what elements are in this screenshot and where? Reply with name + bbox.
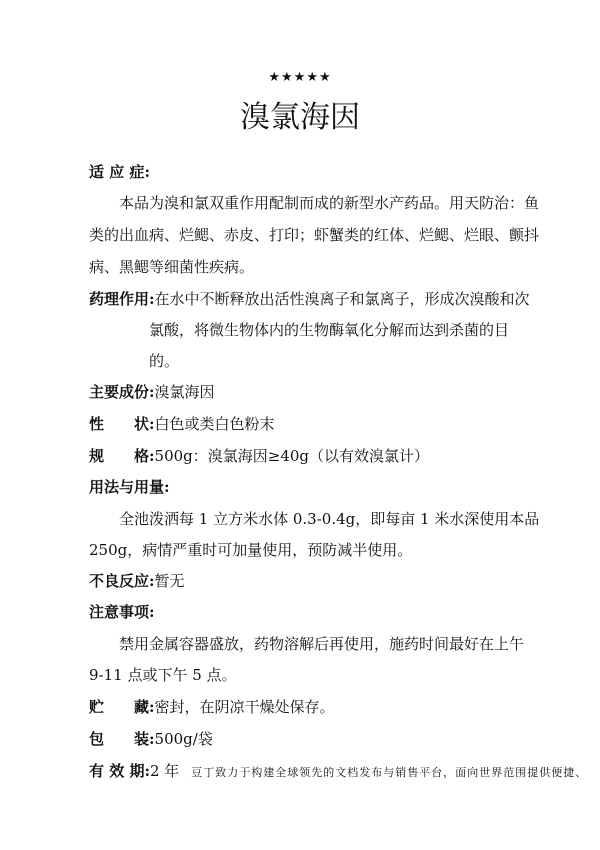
rating-stars: ★★★★★ (268, 70, 332, 85)
ingredient-label: 主要成份: (89, 383, 155, 401)
indication-label: 适 应 症: (89, 163, 150, 181)
spec-label: 规 格: (89, 447, 155, 465)
notes-label: 注意事项: (89, 603, 155, 621)
ingredient-value: 溴氯海因 (154, 383, 215, 401)
spec-row (89, 446, 429, 466)
appearance-label: 性 状: (89, 415, 155, 433)
pharmacology-text-1: 在水中不断释放出活性溴离子和氯离子，形成次溴酸和次 (154, 290, 530, 308)
package-value: 500g/袋 (154, 730, 213, 748)
watermark-text: 豆丁致力于构建全球领先的文档发布与销售平台，面向世界范围提供便捷、 (191, 766, 588, 779)
validity-value: 2 年 (149, 762, 180, 780)
usage-heading (89, 477, 170, 497)
adverse-row (89, 571, 185, 591)
indication-text-3: 病、黑鳃等细菌性疾病。 (89, 258, 255, 276)
notes-text-1: 禁用金属容器盛放，药物溶解后再使用，施药时间最好在上午 (119, 635, 525, 653)
ingredient-row (89, 382, 215, 402)
appearance-row (89, 414, 275, 434)
package-row (89, 729, 213, 749)
adverse-label: 不良反应: (89, 572, 155, 590)
storage-value: 密封，在阴凉干燥处保存。 (154, 698, 335, 716)
pharmacology-text-3: 的。 (149, 352, 180, 370)
validity-label: 有 效 期: (89, 762, 150, 780)
indication-text-2: 类的出血病、烂鳃、赤皮、打印；虾蟹类的红体、烂鳃、烂眼、颤抖 (89, 226, 540, 244)
notes-heading (89, 602, 155, 622)
pharmacology-label: 药理作用: (89, 290, 155, 308)
package-label: 包 装: (89, 730, 155, 748)
indication-heading (89, 162, 150, 182)
appearance-value: 白色或类白色粉末 (154, 415, 275, 433)
page-title: 溴氯海因 (240, 100, 360, 135)
spec-value: 500g：溴氯海因≥40g（以有效溴氯计） (154, 447, 430, 465)
pharmacology-text-2: 氯酸，将微生物体内的生物酶氧化分解而达到杀菌的目 (149, 321, 510, 339)
validity-row (89, 761, 587, 783)
indication-text-1: 本品为溴和氯双重作用配制而成的新型水产药品。用天防治：鱼 (119, 194, 540, 212)
notes-text-2: 9-11 点或下午 5 点。 (89, 666, 237, 684)
storage-row (89, 697, 335, 717)
pharmacology-row (89, 289, 530, 309)
adverse-value: 暂无 (154, 572, 185, 590)
usage-text-1: 全池泼洒每 1 立方米水体 0.3-0.4g，即每亩 1 米水深使用本品 (119, 510, 540, 528)
storage-label: 贮 藏: (89, 698, 155, 716)
usage-label: 用法与用量: (89, 478, 170, 496)
usage-text-2: 250g，病情严重时可加量使用，预防减半使用。 (89, 541, 413, 559)
